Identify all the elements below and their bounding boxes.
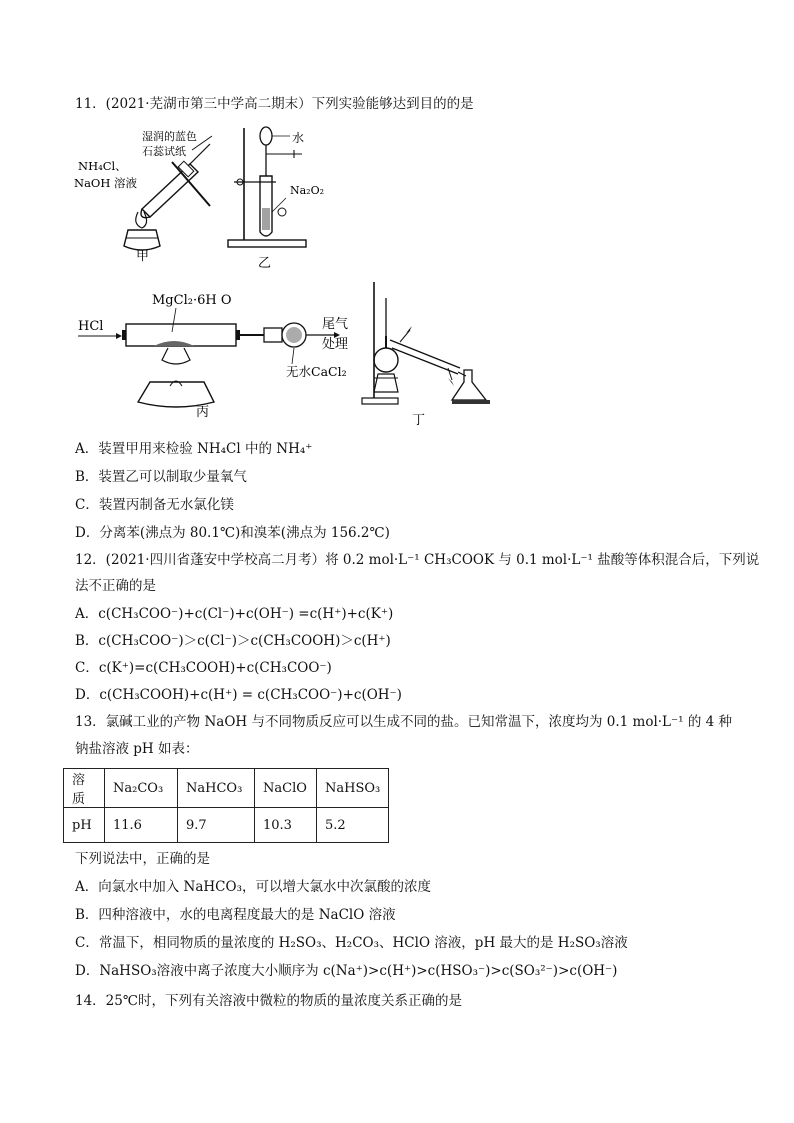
q12-stem-line-1: 12．(2021·四川省蓬安中学校高二月考）将 0.2 mol·L⁻¹ CH₃COOK 与 0.1 mol·L⁻¹ 盐酸等体积混合后，下列说 xyxy=(75,552,760,568)
table-cell: pH xyxy=(64,808,105,843)
q13-option-c: C．常温下，相同物质的量浓度的 H₂SO₃、H₂CO₃、HClO 溶液，pH 最大的是 H₂SO₃溶液 xyxy=(75,935,628,951)
q11-option-b: B．装置乙可以制取少量氧气 xyxy=(75,469,247,485)
jia-label-paper-2: 石蕊试纸 xyxy=(142,145,186,158)
q11-option-a: A．装置甲用来检验 NH₄Cl 中的 NH₄⁺ xyxy=(75,441,313,457)
q13-lead: 下列说法中，正确的是 xyxy=(75,851,210,867)
table-cell: Na₂CO₃ xyxy=(105,769,178,808)
ph-table xyxy=(63,768,389,843)
bing-label-tail-1: 尾气 xyxy=(322,317,349,332)
jia-label-reagent-2: NaOH 溶液 xyxy=(74,176,138,190)
yi-caption: 乙 xyxy=(258,256,272,271)
q13-option-b: B．四种溶液中，水的电离程度最大的是 NaClO 溶液 xyxy=(75,907,396,923)
bing-label-cacl2: 无水CaCl₂ xyxy=(286,364,347,379)
ding-caption: 丁 xyxy=(412,413,426,428)
table-cell: 10.3 xyxy=(255,808,317,843)
table-cell: NaClO xyxy=(255,769,317,808)
bing-label-mgcl2: MgCl₂·6H O xyxy=(152,293,232,308)
table-cell: 溶质 xyxy=(64,769,105,808)
q13-option-a: A．向氯水中加入 NaHCO₃，可以增大氯水中次氯酸的浓度 xyxy=(75,879,431,895)
q11-option-c: C．装置丙制备无水氯化镁 xyxy=(75,497,234,513)
q12-option-a: A．c(CH₃COO⁻)+c(Cl⁻)+c(OH⁻) =c(H⁺)+c(K⁺) xyxy=(75,606,394,622)
table-cell: 9.7 xyxy=(178,808,255,843)
alcohol-lamp-jia xyxy=(124,212,160,250)
bing-label-tail-2: 处理 xyxy=(322,337,349,352)
q12-option-c: C．c(K⁺)=c(CH₃COOH)+c(CH₃COO⁻) xyxy=(75,660,332,676)
bing-caption: 丙 xyxy=(196,405,210,420)
yi-label-water: 水 xyxy=(292,131,305,145)
jia-caption: 甲 xyxy=(136,249,150,264)
q13-stem-line-1: 13．氯碱工业的产物 NaOH 与不同物质反应可以生成不同的盐。已知常温下，浓度均为 0.1 mol·L⁻¹ 的 4 种 xyxy=(75,714,733,730)
table-cell: 5.2 xyxy=(317,808,389,843)
figure-bing xyxy=(76,286,366,422)
q14-stem: 14．25℃时，下列有关溶液中微粒的物质的量浓度关系正确的是 xyxy=(75,993,462,1009)
q13-option-d: D．NaHSO₃溶液中离子浓度大小顺序为 c(Na⁺)>c(H⁺)>c(HSO₃⁻)>c(SO₃²⁻)>c(OH⁻) xyxy=(75,963,618,979)
table-cell: NaHCO₃ xyxy=(178,769,255,808)
q11-option-d: D．分离苯(沸点为 80.1℃)和溴苯(沸点为 156.2℃) xyxy=(75,525,390,541)
table-cell: 11.6 xyxy=(105,808,178,843)
figure-ding xyxy=(356,278,506,428)
figure-jia xyxy=(72,124,222,264)
q13-stem-line-2: 钠盐溶液 pH 如表： xyxy=(75,741,199,757)
yi-label-na2o2: Na₂O₂ xyxy=(290,184,324,197)
q12-option-d: D．c(CH₃COOH)+c(H⁺) = c(CH₃COO⁻)+c(OH⁻) xyxy=(75,687,402,703)
q12-option-b: B．c(CH₃COO⁻)＞c(Cl⁻)＞c(CH₃COOH)＞c(H⁺) xyxy=(75,633,391,649)
jia-label-paper-1: 湿润的蓝色 xyxy=(142,130,197,143)
table-row xyxy=(64,769,389,808)
bing-label-hcl: HCl xyxy=(78,319,104,334)
table-cell: NaHSO₃ xyxy=(317,769,389,808)
figure-yi xyxy=(224,124,324,272)
q11-stem: 11．(2021·芜湖市第三中学高二期末）下列实验能够达到目的的是 xyxy=(75,96,474,112)
jia-label-reagent-1: NH₄Cl、 xyxy=(78,159,127,173)
table-row xyxy=(64,808,389,843)
q12-stem-line-2: 法不正确的是 xyxy=(75,578,156,594)
